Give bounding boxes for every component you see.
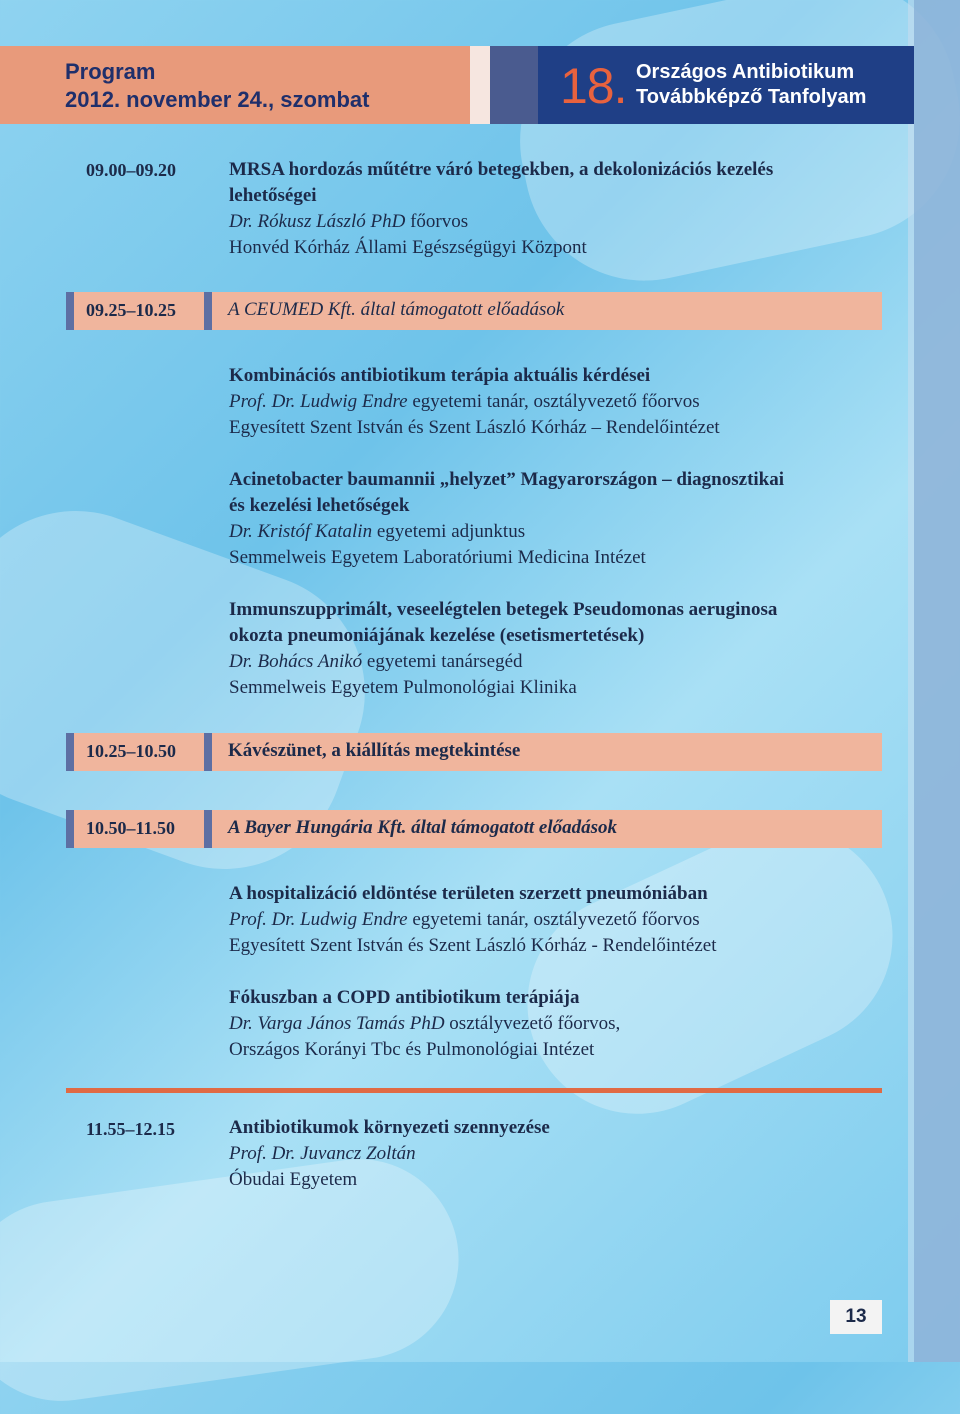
sponsor-band — [66, 292, 882, 330]
band-text: A CEUMED Kft. által támogatott előadások — [228, 299, 565, 320]
speaker-role: egyetemi adjunktus — [372, 521, 526, 542]
speaker-name: Dr. Rókusz László PhD — [229, 211, 406, 232]
course-title-line2: Továbbképző Tanfolyam — [636, 86, 867, 108]
institution: Semmelweis Egyetem Laboratóriumi Medicina Intézet — [229, 547, 646, 568]
speaker-role: egyetemi tanár, osztályvezető főorvos — [407, 909, 700, 930]
talk-title: Immunszupprimált, veseelégtelen betegek Pseudomonas aeruginosa — [229, 599, 778, 620]
course-number: 18. — [560, 58, 627, 114]
band-marker — [66, 292, 74, 330]
speaker-line — [229, 1011, 879, 1037]
talk-title: Fókuszban a COPD antibiotikum terápiája — [229, 987, 580, 1008]
talk-title: és kezelési lehetőségek — [229, 495, 410, 516]
speaker-name: Dr. Varga János Tamás PhD — [229, 1013, 445, 1034]
speaker-name: Prof. Dr. Juvancz Zoltán — [229, 1143, 416, 1164]
talk-title: Acinetobacter baumannii „helyzet” Magyarországon – diagnosztikai — [229, 469, 785, 490]
speaker-name: Dr. Bohács Anikó — [229, 651, 363, 672]
break-band — [66, 733, 882, 771]
header-mid-panel — [490, 46, 538, 124]
talk-block — [229, 363, 879, 441]
band-text: A Bayer Hungária Kft. által támogatott előadások — [228, 817, 618, 838]
institution: Egyesített Szent István és Szent László Kórház - Rendelőintézet — [229, 935, 717, 956]
institution: Semmelweis Egyetem Pulmonológiai Klinika — [229, 677, 577, 698]
talk-title: okozta pneumoniájának kezelése (esetismertetések) — [229, 625, 645, 646]
speaker-line — [229, 389, 879, 415]
band-time: 10.25–10.50 — [86, 741, 176, 761]
session-block — [229, 1115, 879, 1193]
band-text: Kávészünet, a kiállítás megtekintése — [228, 740, 521, 761]
speaker-role: főorvos — [405, 211, 469, 232]
band-marker — [204, 733, 212, 771]
institution: Egyesített Szent István és Szent László Kórház – Rendelőintézet — [229, 417, 720, 438]
speaker-name: Prof. Dr. Ludwig Endre — [229, 391, 408, 412]
speaker-line — [229, 907, 879, 933]
course-title-line1: Országos Antibiotikum — [636, 61, 855, 83]
talk-block — [229, 467, 879, 571]
program-date: 2012. november 24., szombat — [65, 87, 370, 112]
talk-title: MRSA hordozás műtétre váró betegekben, a dekolonizációs kezelés — [229, 159, 774, 180]
talk-title: lehetőségei — [229, 185, 317, 206]
section-divider — [66, 1088, 882, 1093]
band-marker — [66, 733, 74, 771]
speaker-role: osztályvezető főorvos, — [444, 1013, 621, 1034]
speaker-name: Dr. Kristóf Katalin — [229, 521, 373, 542]
talk-block — [229, 985, 879, 1063]
session-time: 09.00–09.20 — [86, 160, 176, 180]
speaker-line — [229, 649, 879, 675]
program-label: Program — [65, 59, 156, 84]
institution: Óbudai Egyetem — [229, 1169, 358, 1190]
talk-title: Kombinációs antibiotikum terápia aktuális kérdései — [229, 365, 651, 386]
header-divider — [470, 46, 490, 124]
talk-block — [229, 881, 879, 959]
band-time: 10.50–11.50 — [86, 818, 176, 838]
page-edge-strip — [914, 0, 960, 1362]
speaker-line — [229, 209, 879, 235]
speaker-role: egyetemi tanársegéd — [362, 651, 523, 672]
speaker-name: Prof. Dr. Ludwig Endre — [229, 909, 408, 930]
band-marker — [204, 810, 212, 848]
band-time: 09.25–10.25 — [86, 300, 176, 320]
speaker-line — [229, 519, 879, 545]
course-title — [636, 60, 866, 110]
band-marker — [204, 292, 212, 330]
session-time: 11.55–12.15 — [86, 1119, 176, 1139]
speaker-role: egyetemi tanár, osztályvezető főorvos — [407, 391, 700, 412]
talk-block — [229, 597, 879, 701]
institution: Országos Korányi Tbc és Pulmonológiai Intézet — [229, 1039, 595, 1060]
institution: Honvéd Kórház Állami Egészségügyi Központ — [229, 237, 587, 258]
talk-title: A hospitalizáció eldöntése területen szerzett pneumóniában — [229, 883, 708, 904]
sponsor-band — [66, 810, 882, 848]
session-block — [229, 157, 879, 261]
program-heading — [65, 58, 369, 114]
band-marker — [66, 810, 74, 848]
page-number: 13 — [830, 1300, 882, 1334]
talk-title: Antibiotikumok környezeti szennyezése — [229, 1117, 550, 1138]
